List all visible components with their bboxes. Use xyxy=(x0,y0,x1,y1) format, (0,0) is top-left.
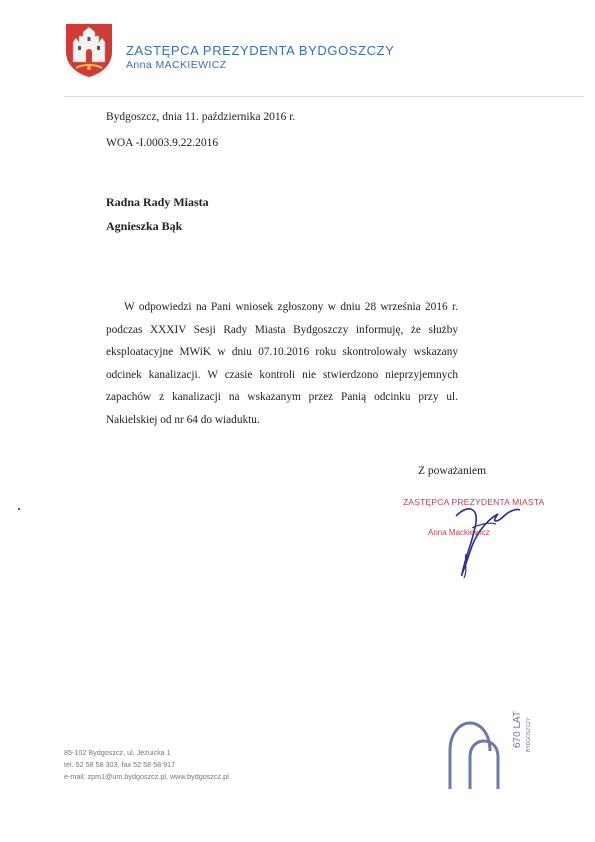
header-title: ZASTĘPCA PREZYDENTA BYDGOSZCZY xyxy=(126,43,395,58)
header-divider xyxy=(64,96,584,97)
anniversary-number: 670 LAT xyxy=(512,710,523,748)
footer-address: 85-102 Bydgoszcz, ul. Jezuicka 1 xyxy=(64,748,171,757)
recipient-title: Radna Rady Miasta xyxy=(106,195,209,209)
letter-body: W odpowiedzi na Pani wniosek zgłoszony w dniu 28 września 2016 r. podczas XXXIV Sesji Rady Miasta Bydgoszczy informuję, że służby eksploatacyjne MWiK w dniu 07.10.2016 roku skontrolowały wskazany odcinek kanalizacji. W czasie kontroli nie stwierdzono nieprzyjemnych zapachów z kanalizacji na wskazanym przez Panią odcinku przy ul. Nakielskiej od nr 64 do wiaduktu. xyxy=(106,301,458,426)
recipient-name: Agnieszka Bąk xyxy=(106,219,183,233)
closing-phrase: Z poważaniem xyxy=(418,465,487,477)
letter-date: Bydgoszcz, dnia 11. października 2016 r. xyxy=(106,111,296,123)
reference-number: WOA -I.0003.9.22.2016 xyxy=(106,137,219,149)
stamp-title: ZASTĘPCA PREZYDENTA MIASTA xyxy=(403,497,545,507)
bydgoszcz-coat-of-arms-icon xyxy=(62,22,116,78)
handwritten-signature xyxy=(446,494,522,580)
footer-phone: tel. 52 58 58 303, fax 52 58 58 917 xyxy=(64,760,176,769)
stamp-name: Anna Mackiewicz xyxy=(428,528,490,537)
footer-contact: e-mail: zpm1@um.bydgoszcz.pl, www.bydgoszcz.pl xyxy=(64,772,229,781)
scan-mark xyxy=(18,508,20,510)
header-name: Anna MACKIEWICZ xyxy=(126,59,227,71)
anniversary-city: BYDGOSZCZY xyxy=(526,717,532,752)
